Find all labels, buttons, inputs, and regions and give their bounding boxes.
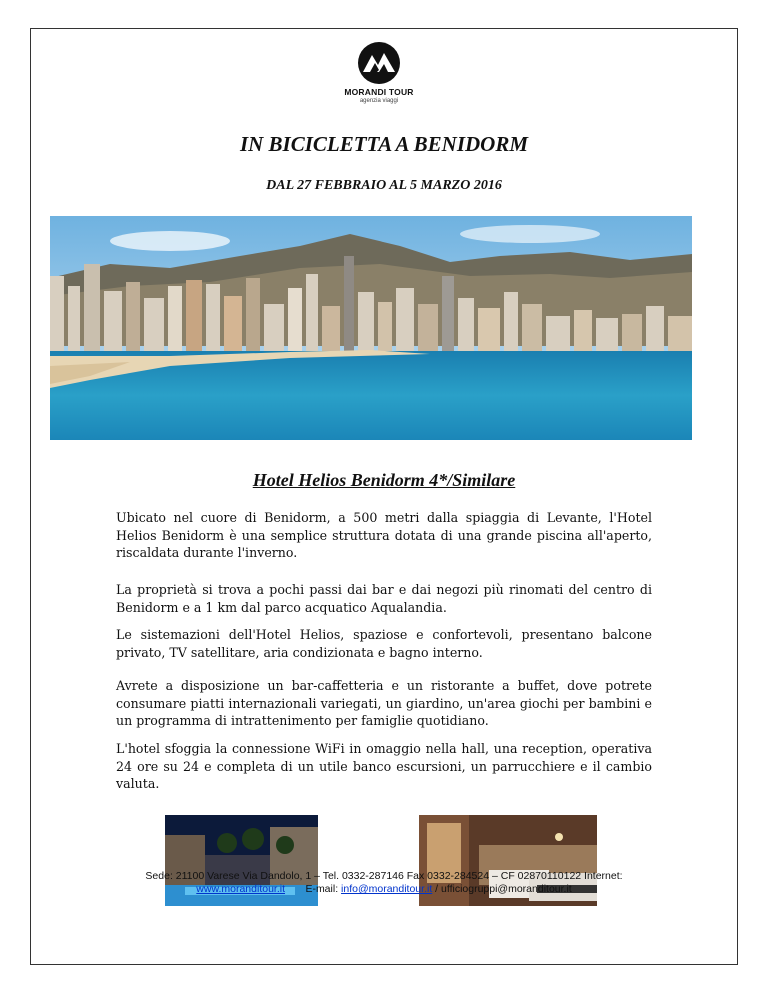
mountain-logo-icon xyxy=(357,41,401,85)
trip-dates: DAL 27 FEBBRAIO AL 5 MARZO 2016 xyxy=(266,178,502,193)
page-title: IN BICICLETTA A BENIDORM xyxy=(239,132,529,156)
page-border xyxy=(30,28,738,965)
description-paragraph: La proprietà si trova a pochi passi dai bar e dai negozi più rinomati del centro di Benidorm e a 1 km dal parco acquatico Aqualandia. xyxy=(116,582,652,615)
website-link[interactable]: www.moranditour.it xyxy=(196,883,285,895)
logo-tagline: agenzia viaggi xyxy=(359,98,399,104)
description-paragraph: L'hotel sfoggia la connessione WiFi in omaggio nella hall, una reception, operativa 24 ore su 24 e completa di un utile banco escursioni, un parrucchiere e il cambio valuta. xyxy=(116,741,652,791)
footer-contacts xyxy=(0,883,768,895)
email-link[interactable]: info@moranditour.it xyxy=(341,883,433,895)
description-paragraph: Le sistemazioni dell'Hotel Helios, spaziose e confortevoli, presentano balcone privato, TV satellitare, aria condizionata e bagno interno. xyxy=(116,627,652,660)
benidorm-beach-photo xyxy=(50,216,692,440)
email-label: E-mail: xyxy=(305,883,339,895)
agency-logo xyxy=(336,41,422,107)
description-paragraph: Avrete a disposizione un bar-caffetteria e un ristorante a buffet, dove potrete consumare piatti internazionali variegati, un giardino, un'area giochi per bambini e un programma di intrattenimento per famiglie quotidiano. xyxy=(116,678,652,728)
logo-brand: MORANDI TOUR xyxy=(344,87,414,97)
hotel-heading: Hotel Helios Benidorm 4*/Similare xyxy=(252,470,516,490)
email-secondary: / ufficiogruppi@moranditour.it xyxy=(432,883,572,895)
description-paragraph: Ubicato nel cuore di Benidorm, a 500 metri dalla spiaggia di Levante, l'Hotel Helios Benidorm è una semplice struttura dotata di una grande piscina all'aperto, riscaldata durante l'inverno. xyxy=(116,510,652,560)
footer-address: Sede: 21100 Varese Via Dandolo, 1 – Tel. 0332-287146 Fax 0332-284524 – CF 02870110122 Internet: xyxy=(145,870,623,882)
beach-image xyxy=(50,216,692,440)
